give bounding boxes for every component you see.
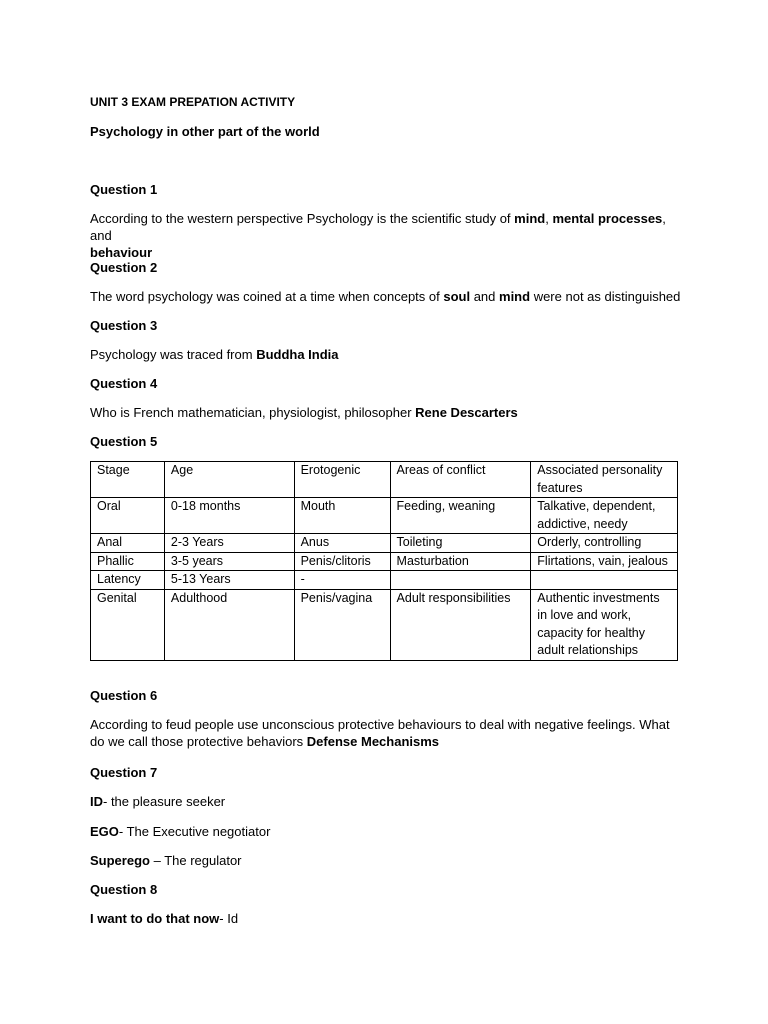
q7-desc: - The Executive negotiator — [118, 824, 271, 839]
q3-term: Buddha India — [256, 347, 339, 362]
table-cell: Adulthood — [164, 589, 294, 660]
table-cell: 3-5 years — [164, 552, 294, 571]
table-cell: Mouth — [294, 498, 390, 534]
table-cell: - — [294, 571, 390, 590]
question-6-answer — [90, 716, 685, 750]
table-header-cell: Age — [164, 462, 294, 498]
q1-term-mind: mind — [514, 211, 546, 226]
table-row — [91, 552, 678, 571]
table-header-cell: Associated personality features — [531, 462, 678, 498]
q7-item — [90, 852, 242, 869]
q7-term: Superego — [90, 853, 150, 868]
question-8-answer — [90, 910, 238, 927]
table-cell: Talkative, dependent, addictive, needy — [531, 498, 678, 534]
table-cell: Latency — [91, 571, 165, 590]
question-7-heading: Question 7 — [90, 765, 158, 780]
question-4-heading: Question 4 — [90, 376, 158, 391]
q1-term-behaviour: behaviour — [90, 245, 153, 260]
q6-text: According to feud people use unconscious protective behaviours to deal with negative feelings. What do we call those protective behaviors — [90, 717, 670, 749]
table-cell: Oral — [91, 498, 165, 534]
q4-term: Rene Descarters — [415, 405, 518, 420]
question-1-answer — [90, 210, 690, 261]
question-6-heading: Question 6 — [90, 688, 158, 703]
table-row — [91, 498, 678, 534]
table-cell — [390, 571, 531, 590]
table-cell: 5-13 Years — [164, 571, 294, 590]
question-2-answer — [90, 288, 680, 305]
q4-text: Who is French mathematician, physiologist, philosopher — [90, 405, 416, 420]
table-cell: Phallic — [91, 552, 165, 571]
question-2-heading: Question 2 — [90, 260, 158, 275]
table-cell: Adult responsibilities — [390, 589, 531, 660]
table-row — [91, 571, 678, 590]
table-cell: Penis/clitoris — [294, 552, 390, 571]
table-cell: Flirtations, vain, jealous — [531, 552, 678, 571]
document-title: UNIT 3 EXAM PREPATION ACTIVITY — [90, 95, 296, 109]
q7-term: EGO — [90, 824, 119, 839]
q6-term: Defense Mechanisms — [306, 734, 440, 749]
q1-sep: , — [545, 211, 553, 226]
question-4-answer — [90, 404, 518, 421]
q7-item — [90, 823, 270, 840]
q2-text: The word psychology was coined at a time when concepts of — [90, 289, 444, 304]
table-cell: Anal — [91, 534, 165, 553]
q7-term: ID — [90, 794, 103, 809]
table-header-cell: Areas of conflict — [390, 462, 531, 498]
table-header-cell: Erotogenic — [294, 462, 390, 498]
table-header-row — [91, 462, 678, 498]
table-cell: Orderly, controlling — [531, 534, 678, 553]
q2-text: and — [470, 289, 500, 304]
q2-term-mind: mind — [499, 289, 531, 304]
table-row — [91, 589, 678, 660]
table-cell: Authentic investments in love and work, capacity for healthy adult relationships — [531, 589, 678, 660]
table-header-cell: Stage — [91, 462, 165, 498]
table-cell — [531, 571, 678, 590]
document-subtitle: Psychology in other part of the world — [90, 124, 320, 139]
q1-term-mental-processes: mental processes — [552, 211, 663, 226]
psychosexual-stages-table — [90, 461, 678, 661]
question-1-heading: Question 1 — [90, 182, 158, 197]
q7-desc: – The regulator — [149, 853, 242, 868]
question-8-heading: Question 8 — [90, 882, 158, 897]
q8-desc: - Id — [219, 911, 239, 926]
q8-term: I want to do that now — [90, 911, 220, 926]
q1-text: According to the western perspective Psychology is the scientific study of — [90, 211, 515, 226]
q7-item — [90, 793, 225, 810]
table-cell: Penis/vagina — [294, 589, 390, 660]
table-cell: Masturbation — [390, 552, 531, 571]
q2-term-soul: soul — [443, 289, 471, 304]
q1-sep: , and — [90, 211, 666, 243]
table-cell: Toileting — [390, 534, 531, 553]
table-cell: Anus — [294, 534, 390, 553]
table-cell: 0-18 months — [164, 498, 294, 534]
question-3-heading: Question 3 — [90, 318, 158, 333]
q2-text: were not as distinguished — [530, 289, 681, 304]
table-row — [91, 534, 678, 553]
q7-desc: - the pleasure seeker — [103, 794, 226, 809]
question-3-answer — [90, 346, 339, 363]
table-cell: Feeding, weaning — [390, 498, 531, 534]
table-cell: Genital — [91, 589, 165, 660]
question-5-heading: Question 5 — [90, 434, 158, 449]
q3-text: Psychology was traced from — [90, 347, 257, 362]
table-cell: 2-3 Years — [164, 534, 294, 553]
